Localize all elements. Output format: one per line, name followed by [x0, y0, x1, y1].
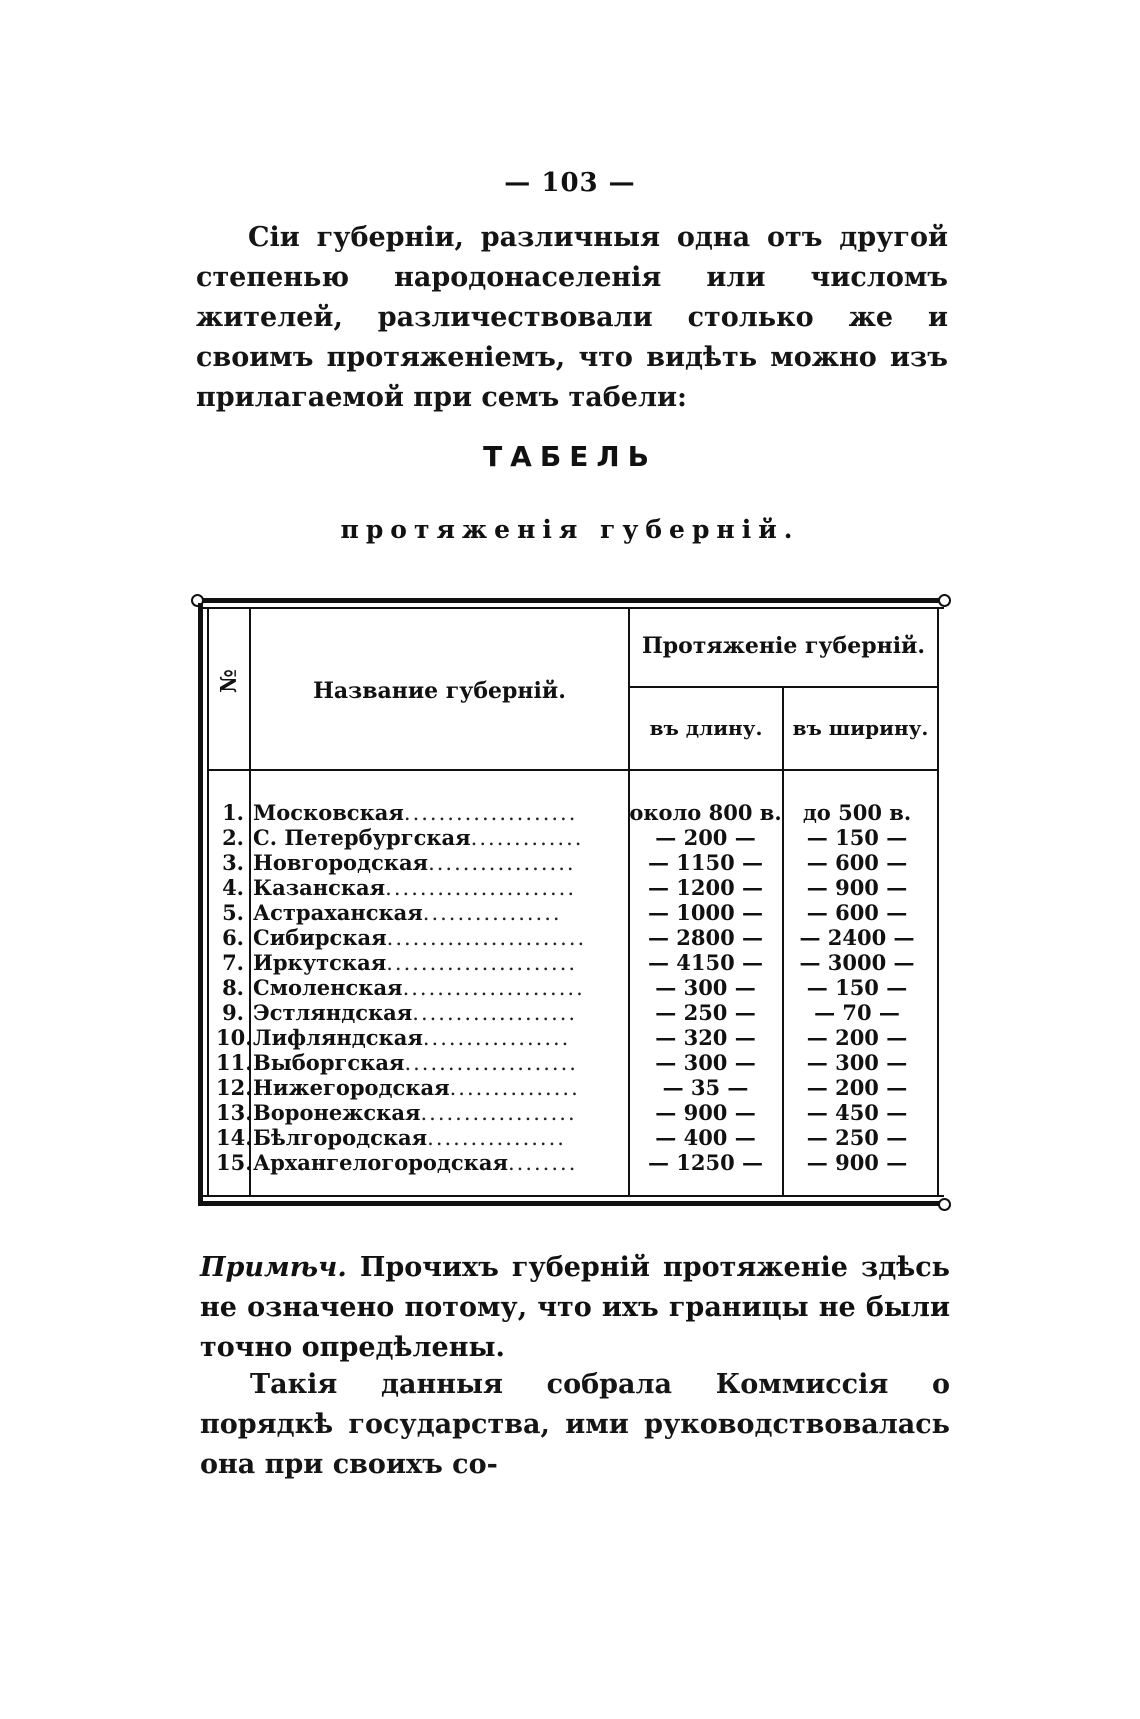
- header-length: въ длину.: [649, 716, 763, 740]
- table-row: 12. Нижегородская............... — 35 — — 200 —: [216, 1075, 908, 1100]
- table-row: 14. Бѣлгородская................ — 400 — — 250 —: [216, 1125, 908, 1150]
- header-divider: [628, 686, 939, 688]
- table-row: 13. Воронежская.................. — 900 — — 450 —: [216, 1100, 908, 1125]
- table-top-rule-thin: [198, 607, 944, 609]
- table-row: 5. Астраханская................ — 1000 — — 600 —: [222, 900, 908, 925]
- table-title: ТАБЕЛЬ: [483, 440, 657, 473]
- table-row: 15. Архангелогородская........ — 1250 — — 900 —: [216, 1150, 908, 1175]
- table-row: 8. Смоленская..................... — 300 — — 150 —: [222, 975, 908, 1000]
- table-row: 6. Сибирская....................... — 2800 — — 2400 —: [222, 925, 915, 950]
- header-extent: Протяженіе губерній.: [641, 633, 926, 659]
- table-row: 7. Иркутская...................... — 4150 — — 3000 —: [222, 950, 915, 975]
- header-bottom-rule: [209, 769, 939, 771]
- corner-ornament: [938, 1198, 951, 1211]
- header-width: въ ширину.: [792, 716, 929, 740]
- header-name: Название губерній.: [313, 678, 566, 704]
- note-label: Примѣч.: [200, 1252, 347, 1283]
- table-row: 4. Казанская...................... — 1200 — — 900 —: [222, 875, 908, 900]
- page-number: — 103 —: [504, 168, 636, 198]
- table-row: 2. С. Петербургская............. — 200 — — 150 —: [222, 825, 908, 850]
- table-row: 3. Новгородская................. — 1150 — — 600 —: [222, 850, 908, 875]
- table-row: 9. Эстляндская................... — 250 — — 70 —: [222, 1000, 900, 1025]
- table-bottom-rule-thin: [198, 1195, 944, 1197]
- corner-ornament: [938, 594, 951, 607]
- intro-paragraph: Сіи губерніи, различныя одна отъ другой степенью народонаселенія или числомъ жителей, различествовали столько же и своимъ протяженіемъ, что видѣть можно изъ прилагаемой при семъ табели:: [196, 222, 948, 413]
- table-top-rule: [198, 598, 944, 603]
- table-row: 1. Московская.................... около 800 в. до 500 в.: [222, 800, 912, 825]
- header-number: №: [216, 669, 242, 693]
- table-row: 11. Выборгская.................... — 300 — — 300 —: [216, 1050, 908, 1075]
- table-subtitle: протяженія губерній.: [340, 515, 800, 544]
- table-bottom-rule: [198, 1201, 944, 1206]
- closing-paragraph: Такія данныя собрала Коммиссія о порядкѣ государства, ими руководствовалась она при своихъ со-: [200, 1369, 950, 1480]
- table-note: [200, 1248, 950, 1368]
- note-text: Прочихъ губерній протяженіе здѣсь не означено потому, что ихъ границы не были точно опредѣлены.: [200, 1252, 950, 1363]
- table-row: 10. Лифляндская................. — 320 — — 200 —: [216, 1025, 908, 1050]
